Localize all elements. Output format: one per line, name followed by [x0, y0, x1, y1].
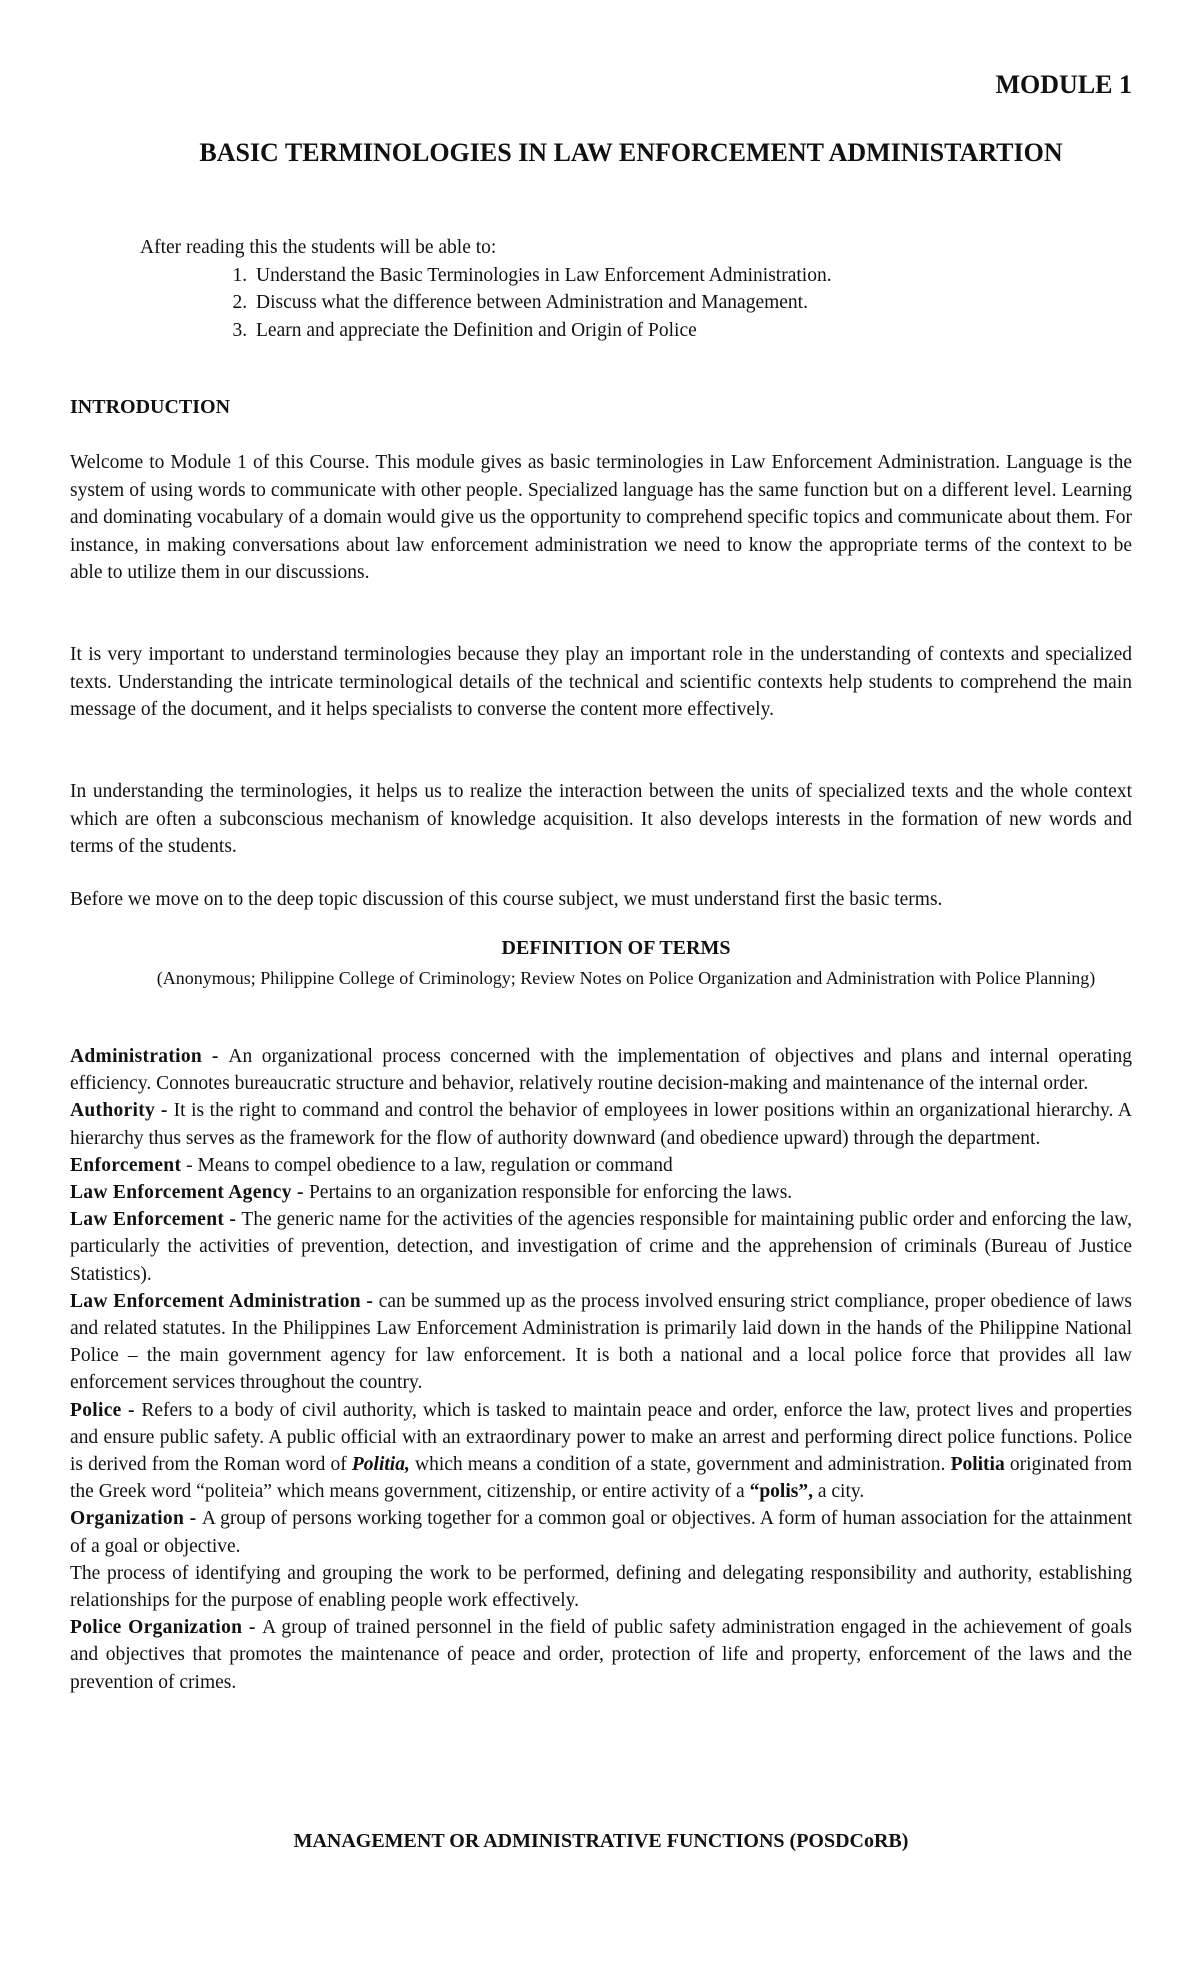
- definition-law-enforcement-agency: [70, 1179, 1132, 1206]
- definitions-list: [70, 1043, 1132, 1696]
- term-definition: can be summed up as the process involved ensuring strict compliance, proper obedience of laws and related statutes. In the Philippines Law Enforcement Administration is primarily laid down in the hands of the Philippine National Police – the main government agency for law enforcement. It is both a national and a local police force that provides all law enforcement services throughout the country.: [70, 1290, 1132, 1394]
- term-label: Police Organization -: [70, 1617, 263, 1639]
- term-label: Authority -: [70, 1100, 174, 1122]
- objective-item: 2. Discuss what the difference between Administration and Management.: [252, 289, 832, 317]
- term-label: Enforcement: [70, 1154, 182, 1176]
- objectives-list: [140, 262, 832, 345]
- term-label: Law Enforcement Agency -: [70, 1182, 309, 1204]
- intro-paragraph: In understanding the terminologies, it helps us to realize the interaction between the units of specialized texts and the whole context which are often a subconscious mechanism of knowledge acquisition. It also develops interests in the formation of new words and terms of the students.: [70, 781, 1132, 857]
- definition-police-organization: [70, 1614, 1132, 1696]
- term-definition: which means a condition of a state, government and administration.: [409, 1454, 951, 1476]
- definition-organization: [70, 1505, 1132, 1559]
- term-label: Police -: [70, 1399, 142, 1421]
- definitions-heading: DEFINITION OF TERMS: [501, 937, 731, 959]
- term-definition: An organizational process concerned with the implementation of objectives and plans and internal operating efficiency. Connotes bureaucratic structure and behavior, relatively routine decision-making and maintenance of the internal order.: [70, 1046, 1132, 1095]
- intro-paragraph: Before we move on to the deep topic discussion of this course subject, we must understand first the basic terms.: [70, 889, 943, 910]
- objectives-lead: After reading this the students will be able to:: [140, 237, 497, 258]
- term-definition: The generic name for the activities of the agencies responsible for maintaining public order and enforcing the law, particularly the activities of prevention, detection, and investigation of crime and the apprehension of criminals (Bureau of Justice Statistics).: [70, 1209, 1133, 1285]
- definition-enforcement: [70, 1152, 1132, 1179]
- module-label: MODULE 1: [995, 70, 1132, 99]
- term-definition: - Means to compel obedience to a law, regulation or command: [181, 1154, 673, 1176]
- management-functions-heading: MANAGEMENT OR ADMINISTRATIVE FUNCTIONS (POSDCoRB): [293, 1830, 909, 1852]
- term-definition: a city.: [812, 1481, 865, 1503]
- objective-item: 3. Learn and appreciate the Definition and Origin of Police: [252, 317, 832, 345]
- term-definition: A group of persons working together for a common goal or objectives. A form of human association for the attainment of a goal or objective.: [70, 1508, 1132, 1557]
- term-label: Law Enforcement -: [70, 1209, 242, 1231]
- emphasis-politia: Politia: [950, 1454, 1005, 1476]
- definition-police: [70, 1397, 1132, 1506]
- term-definition: A group of trained personnel in the field of public safety administration engaged in the achievement of goals and objectives that promotes the maintenance of peace and order, protection of life and property, enforcement of the laws and the prevention of crimes.: [70, 1617, 1133, 1693]
- term-definition: Refers to a body of civil authority, which is tasked to maintain peace and order, enforce the law, protect lives and properties and ensure public safety. A public official with an extraordinary power to make an arrest and performing direct police functions. Police is derived from the Roman word of: [70, 1399, 1132, 1476]
- term-label: Law Enforcement Administration -: [70, 1290, 379, 1312]
- definition-administration: [70, 1043, 1132, 1097]
- intro-paragraph: Welcome to Module 1 of this Course. This module gives as basic terminologies in Law Enforcement Administration. Language is the system of using words to communicate with other people. Specialized language has the same function but on a different level. Learning and dominating vocabulary of a domain would give us the opportunity to comprehend specific topics and communicate about them. For instance, in making conversations about law enforcement administration we need to know the appropriate terms of the context to be able to utilize them in our discussions.: [70, 452, 1132, 583]
- definition-law-enforcement-administration: [70, 1288, 1132, 1397]
- emphasis-polis: “polis”,: [749, 1481, 813, 1503]
- term-label: Organization -: [70, 1508, 202, 1530]
- definition-law-enforcement: [70, 1206, 1132, 1288]
- term-definition: It is the right to command and control the behavior of employees in lower positions within an organizational hierarchy. A hierarchy thus serves as the framework for the flow of authority downward (and obedience upward) through the department.: [70, 1100, 1132, 1149]
- learning-objectives: [140, 234, 832, 344]
- introduction-heading: INTRODUCTION: [70, 396, 231, 418]
- intro-paragraph: It is very important to understand terminologies because they play an important role in the understanding of contexts and specialized texts. Understanding the intricate terminological details of the technical and scientific contexts help students to comprehend the main message of the document, and it helps specialists to converse the content more effectively.: [70, 644, 1132, 720]
- document-title: BASIC TERMINOLOGIES IN LAW ENFORCEMENT ADMINISTARTION: [199, 138, 1063, 167]
- emphasis-politia: Politia,: [351, 1454, 410, 1476]
- definitions-source: (Anonymous; Philippine College of Criminology; Review Notes on Police Organization and Administration with Police Planning): [156, 968, 1096, 988]
- term-definition: originated from the Greek word “politeia” which means government, citizenship, or entire activity of a: [70, 1454, 1132, 1503]
- definition-organization-process: The process of identifying and grouping the work to be performed, defining and delegating responsibility and authority, establishing relationships for the purpose of enabling people work effectively.: [70, 1562, 1132, 1612]
- term-definition: Pertains to an organization responsible for enforcing the laws.: [308, 1182, 793, 1204]
- objective-item: 1. Understand the Basic Terminologies in Law Enforcement Administration.: [252, 262, 832, 290]
- term-label: Administration -: [70, 1046, 229, 1067]
- definition-authority: [70, 1097, 1132, 1151]
